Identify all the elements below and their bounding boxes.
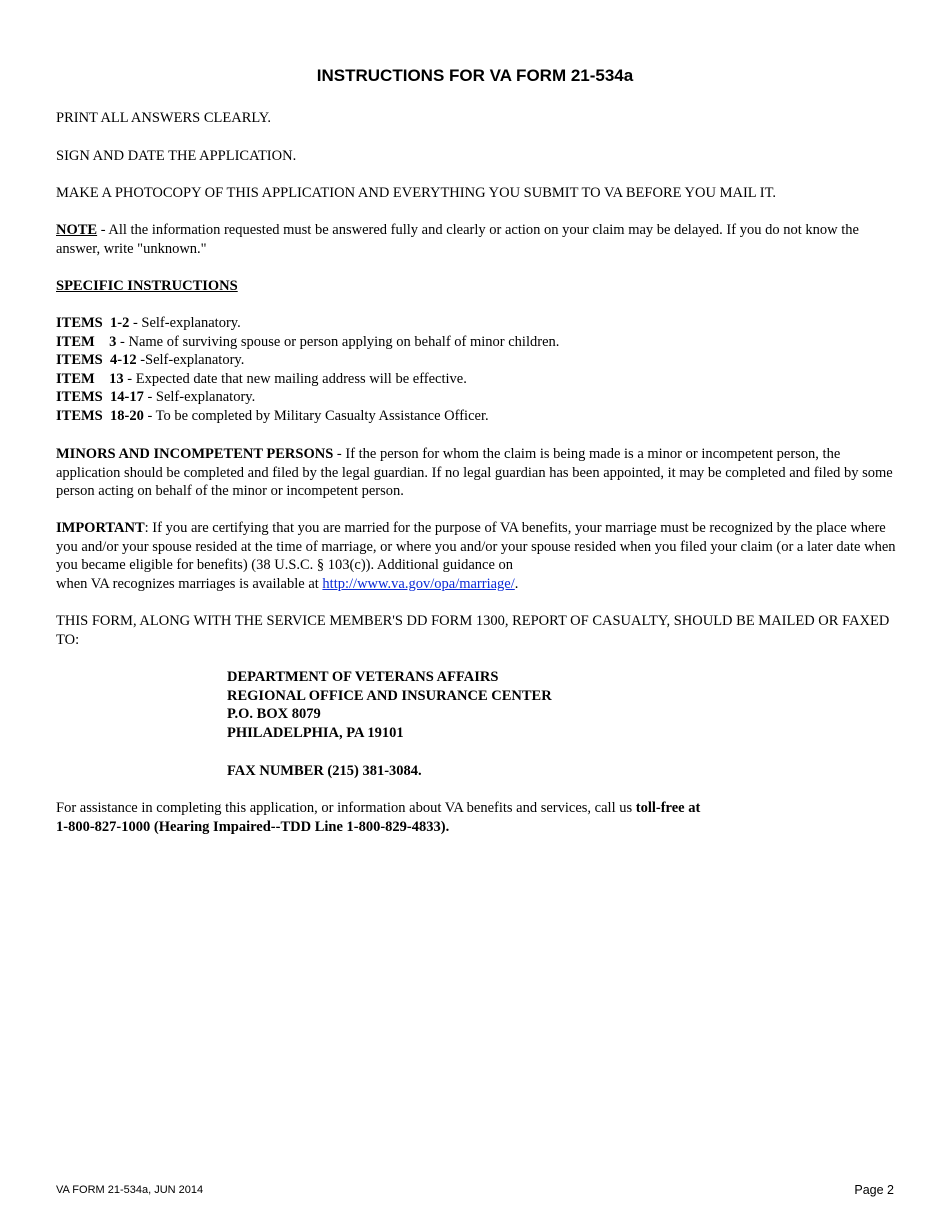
fax-number: FAX NUMBER (215) 381-3084. [227,763,422,779]
list-item: ITEMS 14-17 - Self-explanatory. [56,389,256,406]
important-label: IMPORTANT [56,520,145,536]
specific-instructions-heading: SPECIFIC INSTRUCTIONS [56,278,238,294]
list-item: ITEM 13 - Expected date that new mailing address will be effective. [56,370,467,387]
list-item: ITEMS 4-12 -Self-explanatory. [56,352,245,369]
instruction-photocopy: MAKE A PHOTOCOPY OF THIS APPLICATION AND EVERYTHING YOU SUBMIT TO VA BEFORE YOU MAIL IT. [56,185,776,201]
item-list [56,314,898,426]
note-paragraph [56,221,898,258]
list-item: ITEMS 1-2 - Self-explanatory. [56,315,241,331]
form-footer-id: VA FORM 21-534a, JUN 2014 [56,1184,204,1196]
list-item: ITEM 3 - Name of surviving spouse or person applying on behalf of minor children. [56,333,560,350]
marriage-guidance-link[interactable]: http://www.va.gov/opa/marriage/ [322,575,515,592]
page-title: INSTRUCTIONS FOR VA FORM 21-534a [316,66,634,85]
instruction-sign: SIGN AND DATE THE APPLICATION. [56,148,297,164]
note-text: - All the information requested must be answered fully and clearly or action on your claim may be delayed. If you do not know the answer, write "unknown." [56,222,859,257]
list-item: ITEMS 18-20 - To be completed by Military Casualty Assistance Officer. [56,407,489,424]
assistance-paragraph: For assistance in completing this application, or information about VA benefits and services, call us toll-free at 1-800-827-1000 (Hearing Impaired--TDD Line 1-800-829-4833). [56,800,701,835]
minors-paragraph: MINORS AND INCOMPETENT PERSONS - If the person for whom the claim is being made is a minor or incompetent person, the application should be completed and filed by the legal guardian. If no legal guardian has been appointed, it may be completed and filed by some person acting on behalf of the minor or incompetent person. [56,446,893,500]
mailing-instructions: THIS FORM, ALONG WITH THE SERVICE MEMBER'S DD FORM 1300, REPORT OF CASUALTY, SHOULD BE MAILED OR FAXED TO: [56,613,890,648]
important-paragraph: IMPORTANT: If you are certifying that you are married for the purpose of VA benefits, your marriage must be recognized by the place where you and/or your spouse resided at the time of marriage, or where you and/or your spouse resided when you filed your claim (or a later date when you became eligible for benefits) (38 U.S.C. § 103(c)). Additional guidance on when VA recognizes marriages is available at http://www.va.gov/opa/marriage/. [56,520,896,592]
page-number: Page 2 [854,1183,894,1197]
note-label: NOTE [56,222,98,238]
minors-label: MINORS AND INCOMPETENT PERSONS [56,446,334,462]
mailing-address: DEPARTMENT OF VETERANS AFFAIRS REGIONAL OFFICE AND INSURANCE CENTER P.O. BOX 8079 PHILADELPHIA, PA 19101 [227,669,552,741]
instruction-print: PRINT ALL ANSWERS CLEARLY. [56,110,272,126]
